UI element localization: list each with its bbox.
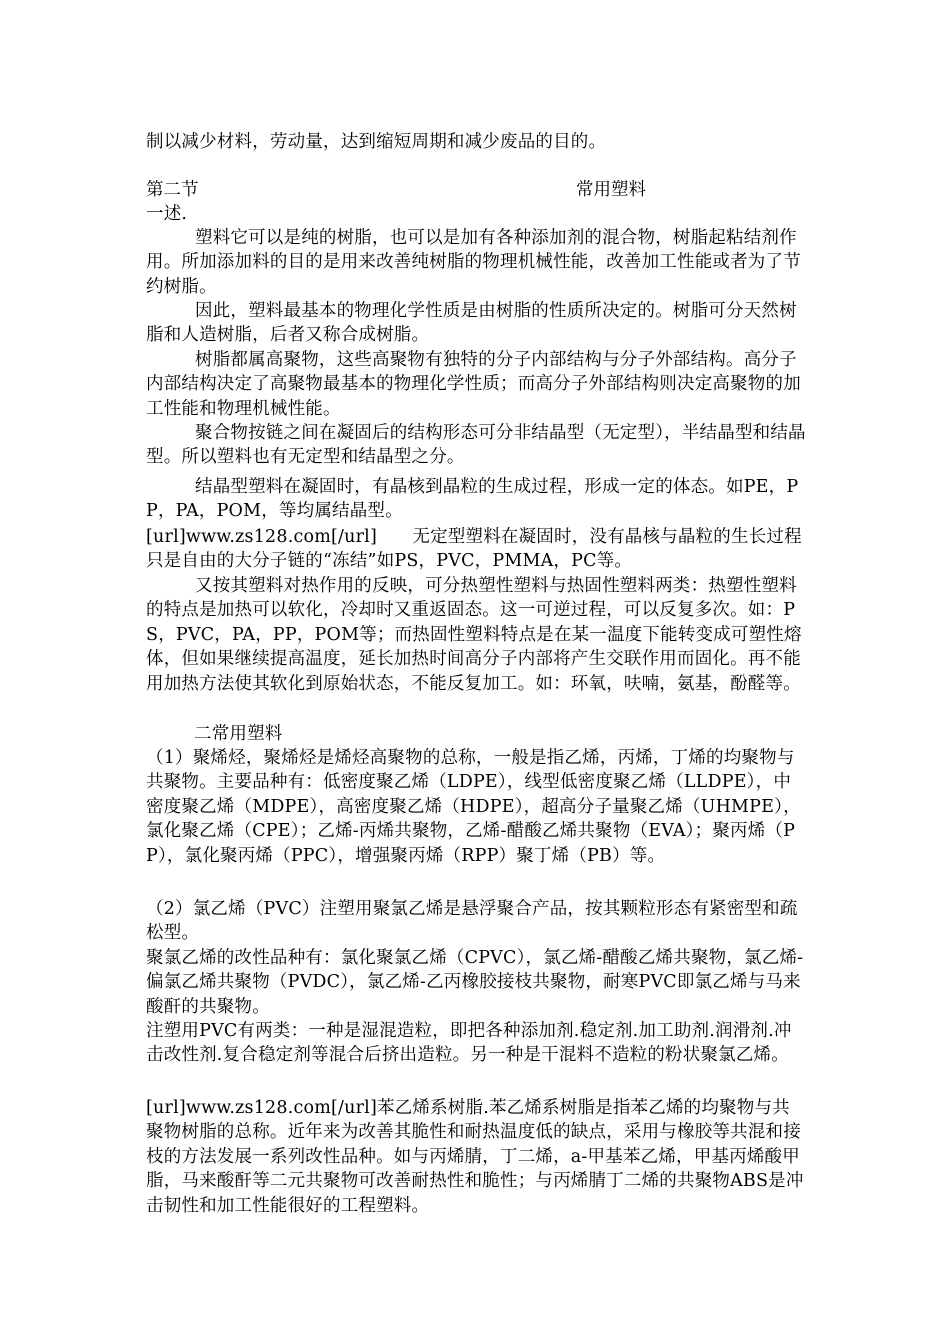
paragraph-pvc: （2）氯乙烯（PVC）注塑用聚氯乙烯是悬浮聚合产品，按其颗粒形态有紧密型和疏松型。 — [146, 899, 798, 944]
paragraph-thermoplastic-thermoset: 又按其塑料对热作用的反映，可分热塑性塑料与热固性塑料两类：热塑性塑料的特点是加热可以软化，冷却时又重返固态。这一可逆过程，可以反复多次。如：PS，PVC，PA，PP，POM等；而热固性塑料特点是在某一温度下能转变成可塑性熔体，但如果继续提高温度，延长加热时间高分子内部将产生交联作用而固化。再不能用加热方法使其软化到原始状态，不能反复加工。如：环氧，呋喃，氨基，酚醛等。 — [146, 576, 802, 694]
section-title: 常用塑料 — [576, 180, 646, 200]
paragraph-polyolefins: （1）聚烯烃，聚烯烃是烯烃高聚物的总称，一般是指乙烯，丙烯，丁烯的均聚物与共聚物。主要品种有：低密度聚乙烯（LDPE），线型低密度聚乙烯（LLDPE），中密度聚乙烯（MDPE），高密度聚乙烯（HDPE），超高分子量聚乙烯（UHMPE），氯化聚乙烯（CPE）；乙烯-丙烯共聚物，乙烯-醋酸乙烯共聚物（EVA）；聚丙烯（PP），氯化聚丙烯（PPC），增强聚丙烯（RPP）聚丁烯（PB）等。 — [146, 748, 801, 866]
section-number: 第二节 — [146, 180, 199, 200]
subsection-heading-2: 二常用塑料 — [194, 724, 283, 744]
paragraph-resin-properties: 因此，塑料最基本的物理化学性质是由树脂的性质所决定的。树脂可分天然树脂和人造树脂，后者又称合成树脂。 — [146, 301, 797, 346]
intro-tail-paragraph: 制以减少材料，劳动量，达到缩短周期和减少废品的目的。 — [146, 132, 607, 152]
subsection-heading-1: 一述. — [146, 204, 188, 224]
paragraph-crystalline-plastics: 结晶型塑料在凝固时，有晶核到晶粒的生成过程，形成一定的体态。如PE，PP，PA，POM，等均属结晶型。 — [146, 477, 799, 522]
paragraph-styrene-resins: [url]www.zs128.com[/url]苯乙烯系树脂.苯乙烯系树脂是指苯乙烯的均聚物与共聚物树脂的总称。近年来为改善其脆性和耐热温度低的缺点，采用与橡胶等共混和接枝的方法发展一系列改性品种。如与丙烯腈，丁二烯，a-甲基苯乙烯，甲基丙烯酸甲脂，马来酸酐等二元共聚物可改善耐热性和脆性；与丙烯腈丁二烯的共聚物ABS是冲击韧性和加工性能很好的工程塑料。 — [146, 1098, 804, 1216]
paragraph-amorphous-plastics: [url]www.zs128.com[/url] 无定型塑料在凝固时，没有晶核与晶粒的生长过程只是自由的大分子链的“冻结”如PS，PVC，PMMA，PC等。 — [146, 527, 802, 572]
paragraph-crystallinity: 聚合物按链之间在凝固后的结构形态可分非结晶型（无定型），半结晶型和结晶型。所以塑料也有无定型和结晶型之分。 — [146, 423, 806, 468]
paragraph-pvc-injection: 注塑用PVC有两类：一种是湿混造粒，即把各种添加剂.稳定剂.加工助剂.润滑剂.冲击改性剂.复合稳定剂等混合后挤出造粒。另一种是干混料不造粒的粉状聚氯乙烯。 — [146, 1021, 792, 1066]
paragraph-polymer-structure: 树脂都属高聚物，这些高聚物有独特的分子内部结构与分子外部结构。高分子内部结构决定了高聚物最基本的物理化学性质；而高分子外部结构则决定高聚物的加工性能和物理机械性能。 — [146, 350, 801, 419]
paragraph-resin-composition: 塑料它可以是纯的树脂，也可以是加有各种添加剂的混合物，树脂起粘结剂作用。所加添加料的目的是用来改善纯树脂的物理机械性能，改善加工性能或者为了节约树脂。 — [146, 228, 801, 297]
paragraph-pvc-modified: 聚氯乙烯的改性品种有：氯化聚氯乙烯（CPVC），氯乙烯-醋酸乙烯共聚物，氯乙烯-偏氯乙烯共聚物（PVDC），氯乙烯-乙丙橡胶接枝共聚物，耐寒PVC即氯乙烯与马来酸酐的共聚物。 — [146, 948, 804, 1017]
